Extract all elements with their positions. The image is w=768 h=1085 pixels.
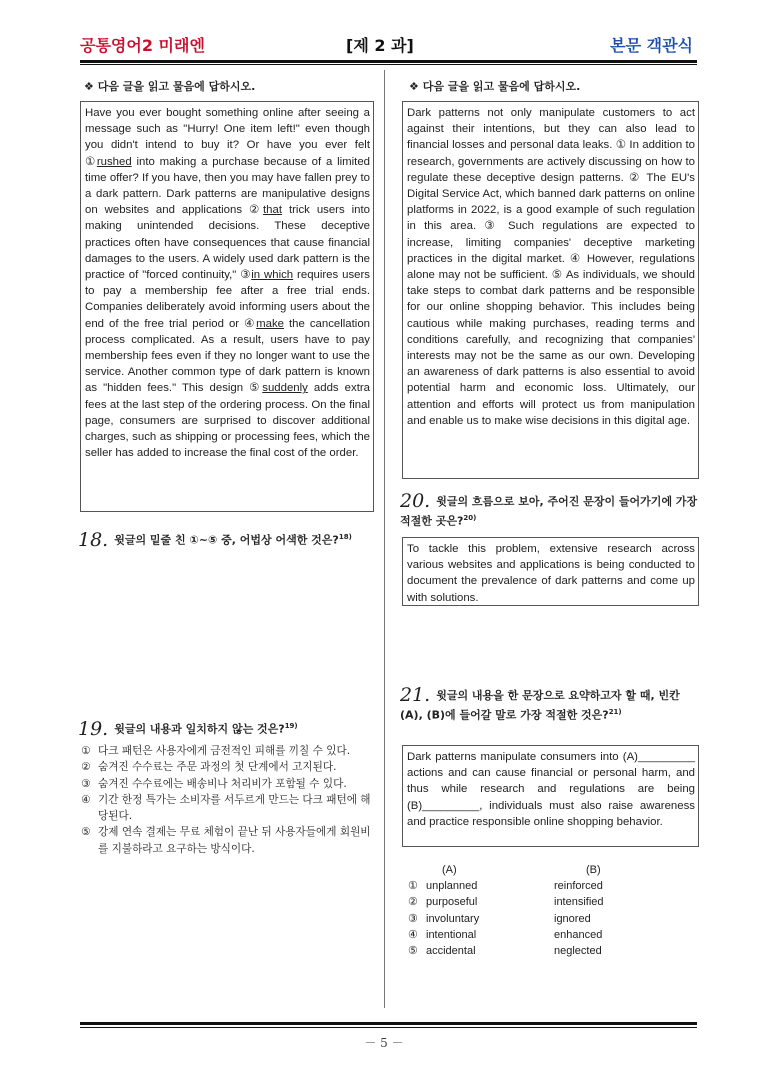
passage-text-2: into making a purchase because of a limited time offer? If you have, then you may have fallen prey to a dark pattern. Dark patterns are manipulative designs on websites and applications ② <box>85 155 370 217</box>
q20-given-sentence-box: To tackle this problem, extensive research across various websites and applications is being conducted to document the prevalence of dark patterns and come up with solutions. <box>402 537 699 606</box>
question-number: 20. <box>400 490 431 512</box>
footnote-ref: 18) <box>338 533 352 541</box>
option-item[interactable]: ④ 기간 한정 특가는 소비자를 서두르게 만드는 다크 패턴에 해당된다. <box>81 793 371 823</box>
lesson-number: [제 2 과] <box>346 36 414 55</box>
right-passage-box: Dark patterns not only manipulate customers to act against their intentions, but they can also lead to financial losses and personal data leaks. ① In addition to research, governments are actively discussing on how to regulate these deceptive design patterns. ② The EU's Digital Service Act, which banned dark patterns on online platforms in 2022, is a good example of such regulation in this area. ③ Such regulations are expected to increase, limiting companies' deceptive marketing practices in the digital market. ④ However, regulations alone may not be sufficient. ⑤ As individuals, we should take steps to combat dark patterns and be responsible for our online shopping behavior. This includes being cautious while making purchases, reading terms and conditions carefully, and recognizing that companies' interests may not be the same as our own. Developing an awareness of dark patterns is also essential to avoid potential harm and economic loss. Ultimately, our attention and efforts will protect us from manipulation and enable us to make wise decisions in this digital age. <box>402 101 699 479</box>
option-item[interactable]: ⑤ accidental neglected <box>408 945 602 958</box>
footer-rule-thick <box>80 1022 697 1025</box>
options-header: (A) (B) <box>442 864 601 876</box>
option-item[interactable]: ① unplanned reinforced <box>408 880 603 893</box>
question-21 <box>400 684 698 724</box>
footnote-ref: 19) <box>284 722 298 730</box>
section-title: 본문 객관식 <box>610 36 693 55</box>
option-item[interactable]: ③ involuntary ignored <box>408 912 591 925</box>
q19-options <box>81 743 371 857</box>
question-text: 윗글의 내용과 일치하지 않는 것은? <box>114 722 285 736</box>
question-number: 19. <box>78 717 109 740</box>
textbook-title: 공통영어2 미래엔 <box>80 36 205 55</box>
footnote-ref: 21) <box>608 708 622 716</box>
right-instruction: ❖ 다음 글을 읽고 물음에 답하시오. <box>409 80 581 93</box>
underline-3: in which <box>251 269 294 282</box>
question-text: 윗글의 밑줄 친 ①~⑤ 중, 어법상 어색한 것은? <box>114 533 339 547</box>
page-header <box>80 33 697 61</box>
page-number: － 5 － <box>364 1036 404 1050</box>
question-number: 21. <box>400 684 431 706</box>
column-divider <box>384 70 385 1008</box>
passage-text-5: the cancellation process complicated. As a result, users have to pay membership fees even if they no longer want to use the service. Another common type of dark pattern is known as "hidden fees." This design ⑤ <box>85 317 370 395</box>
passage-text-3: trick users into making unintended decisions. These deceptive practices often have consequences that cause financial damages to the users. A widely used dark pattern is the practice of "forced continuity," ③ <box>85 204 370 282</box>
question-text: 윗글의 흐름으로 보아, 주어진 문장이 들어가기에 가장 적절한 곳은? <box>400 495 698 528</box>
header-rule-thin <box>80 64 697 65</box>
question-number: 18. <box>78 528 109 551</box>
q21-options <box>408 862 698 959</box>
option-item[interactable]: ② purposeful intensified <box>408 896 604 909</box>
left-instruction: ❖ 다음 글을 읽고 물음에 답하시오. <box>84 80 256 93</box>
underline-5: suddenly <box>262 382 308 395</box>
underline-4: make <box>256 317 284 330</box>
question-18 <box>78 529 370 549</box>
option-item[interactable]: ② 숨겨진 수수료는 주문 과정의 첫 단계에서 고지된다. <box>81 761 337 774</box>
question-19 <box>78 718 370 738</box>
option-item[interactable]: ③ 숨겨진 수수료에는 배송비나 처리비가 포함될 수 있다. <box>81 777 347 790</box>
q21-summary-box: Dark patterns manipulate consumers into (A)_________ actions and can cause financial or personal harm, and thus while research and regulations are being (B)_________, individuals must also raise awareness and practice responsible online shopping behavior. <box>402 745 699 847</box>
question-text: 윗글의 내용을 한 문장으로 요약하고자 할 때, 빈칸 (A), (B)에 들어갈 말로 가장 적절한 것은? <box>400 689 680 722</box>
passage-text-4: requires users to pay a membership fee after a free trial ends. Companies deliberately avoid informing users about the end of the free trial period or ④ <box>85 269 370 330</box>
option-item[interactable]: ⑤ 강제 연속 결제는 무료 체험이 끝난 뒤 사용자들에게 회원비를 지불하라고 요구하는 방식이다. <box>81 826 371 855</box>
underline-1: rushed <box>96 155 132 168</box>
passage-text-6: adds extra fees at the last step of the ordering process. On the final page, consumers are surprised to discover additional charges, such as shipping or processing fees, which the seller has added to increase the final cost of the order. <box>85 382 371 460</box>
passage-text-1: Have you ever bought something online after seeing a message such as "Hurry! One item left!" even though you didn't intend to buy it? Or have you ever felt ① <box>85 107 370 168</box>
option-item[interactable]: ④ intentional enhanced <box>408 928 603 941</box>
left-passage-box <box>80 101 374 512</box>
option-item[interactable]: ① 다크 패턴은 사용자에게 금전적인 피해를 끼칠 수 있다. <box>81 745 351 757</box>
header-rule-thick <box>80 60 697 63</box>
underline-2: that <box>263 204 283 217</box>
footer-rule-thin <box>80 1027 697 1028</box>
question-20 <box>400 490 698 530</box>
footnote-ref: 20) <box>463 514 477 522</box>
